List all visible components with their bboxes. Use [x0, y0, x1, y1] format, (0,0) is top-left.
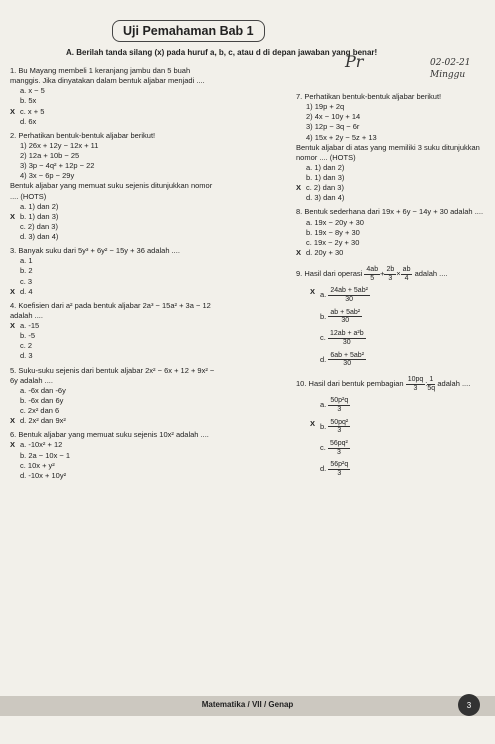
- answer-option: [310, 330, 486, 346]
- answer-option: a. 1) dan 2): [20, 201, 59, 211]
- question: [10, 246, 215, 297]
- answer-option: b. 1) dan 3): [306, 173, 345, 182]
- option-letter: c.: [320, 443, 326, 453]
- question-text: Bentuk aljabar yang memuat suku sejenis ditunjukkan nomor .... (HOTS): [10, 181, 213, 201]
- fraction: [427, 376, 435, 392]
- question-text: Bentuk sederhana dari 19x + 6y − 14y + 30 adalah ....: [304, 207, 484, 217]
- option-fraction-den: 3: [337, 405, 342, 413]
- question: [296, 266, 486, 368]
- answer-option: [310, 352, 486, 368]
- question-number: 4.: [10, 300, 17, 310]
- operator: +: [380, 269, 385, 279]
- operator: :: [425, 379, 428, 389]
- option-fraction-den: 30: [345, 296, 354, 304]
- question-text: Perhatikan bentuk-bentuk aljabar berikut!: [18, 130, 156, 140]
- answer-option: [310, 440, 486, 456]
- question-item: 1) 26x + 12y − 12x + 11: [20, 140, 99, 150]
- answer-option: X a. -10x² + 12: [10, 440, 215, 450]
- answer-option: c. 19x − 2y + 30: [306, 237, 360, 247]
- fraction-den: 5: [370, 274, 375, 282]
- option-letter: b.: [320, 311, 327, 321]
- question-item: 4) 15x + 2y − 5z + 13: [306, 132, 377, 142]
- footer-title: Matematika / VII / Genap: [201, 700, 294, 709]
- fraction-num: 4ab: [366, 266, 379, 273]
- question-number: 7.: [296, 92, 303, 101]
- option-fraction-den: 3: [337, 427, 342, 435]
- question-text: Hasil dari bentuk pembagian: [308, 379, 404, 389]
- option-fraction: [328, 440, 350, 456]
- right-column: [296, 92, 486, 483]
- fraction: [406, 376, 426, 392]
- question-text: Koefisien dari a² pada bentuk aljabar 2a³ − 15a² + 3a − 12 adalah ....: [10, 300, 211, 320]
- answer-option: [310, 287, 486, 303]
- question-text: adalah ....: [437, 379, 471, 389]
- answer-option: a. 1) dan 2): [306, 162, 345, 172]
- question-item: 1) 19p + 2q: [306, 102, 345, 112]
- question-number: 1.: [10, 66, 17, 75]
- option-fraction-den: 3: [337, 470, 342, 478]
- option-letter: d.: [320, 354, 327, 364]
- answer-option: a. -6x dan -6y: [20, 385, 66, 395]
- option-fraction-num: 50p²q: [330, 397, 349, 405]
- option-fraction-den: 30: [341, 317, 350, 325]
- fraction-num: 1: [429, 375, 434, 383]
- answer-option: [310, 309, 486, 325]
- answer-option: a. 19x − 20y + 30: [306, 217, 364, 227]
- fraction-den: 5q: [427, 384, 436, 392]
- operator: ×: [396, 269, 401, 279]
- answer-option: c. 2x² dan 6: [20, 406, 60, 415]
- answer-option: [310, 461, 486, 477]
- fraction-den: 3: [388, 274, 393, 282]
- left-column: [10, 66, 215, 485]
- instruction: A. Berilah tanda silang (x) pada huruf a, b, c, atau d di depan jawaban yang benar!: [66, 48, 378, 57]
- fraction-den: 3: [413, 384, 418, 392]
- option-fraction-num: 56pq²: [329, 440, 348, 447]
- option-fraction: [328, 287, 370, 303]
- answer-option: c. 10x + y²: [20, 460, 55, 470]
- question-text: Bu Mayang membeli 1 keranjang jambu dan 5 buah manggis. Jika dinyatakan dalam bentuk aljabar menjadi ....: [10, 66, 205, 86]
- question-text: Hasil dari operasi: [304, 269, 363, 279]
- option-fraction: [328, 309, 362, 325]
- answer-option: d. 3: [20, 351, 33, 361]
- answer-option: d. 3) dan 4): [20, 232, 59, 241]
- option-fraction-num: ab + 5ab²: [330, 308, 361, 316]
- answer-option: X b. 1) dan 3): [10, 212, 215, 222]
- question: [10, 301, 215, 362]
- option-letter: a.: [320, 290, 327, 300]
- question: [296, 376, 486, 478]
- answer-option: [310, 397, 486, 413]
- question: [10, 66, 215, 127]
- question-text: Bentuk aljabar di atas yang memiliki 3 suku ditunjukkan nomor .... (HOTS): [296, 142, 480, 162]
- question-text: Perhatikan bentuk-bentuk aljabar berikut!: [304, 92, 442, 101]
- option-letter: b.: [320, 421, 327, 431]
- answer-option: X d. 2x² dan 9x²: [10, 416, 215, 426]
- question-number: 10.: [296, 379, 307, 389]
- answer-option: X a. -15: [10, 321, 215, 331]
- answer-option: X c. 2) dan 3): [296, 183, 486, 193]
- answer-option: a. x − 5: [20, 86, 45, 96]
- fraction: [384, 266, 396, 282]
- option-fraction: [328, 461, 350, 477]
- answer-option: a. 1: [20, 256, 33, 266]
- option-fraction-num: 50pq²: [330, 418, 349, 426]
- option-fraction-den: 3: [336, 448, 341, 456]
- fraction-num: 2b: [386, 266, 395, 273]
- answer-option: d. 6x: [20, 116, 37, 126]
- option-fraction-num: 24ab + 5ab²: [330, 287, 368, 295]
- option-fraction: [328, 419, 350, 435]
- question-number: 8.: [296, 207, 303, 217]
- option-letter: a.: [320, 400, 327, 410]
- answer-option: X c. x + 5: [10, 107, 215, 117]
- answer-option: b. 19x − 8y + 30: [306, 227, 360, 237]
- answer-option: b. 2a − 10x − 1: [20, 450, 71, 460]
- option-fraction: [328, 397, 350, 413]
- question-number: 9.: [296, 269, 303, 279]
- answer-option: c. 2) dan 3): [20, 221, 58, 231]
- answer-option: b. -5: [20, 331, 36, 341]
- question-number: 2.: [10, 130, 17, 140]
- question: [10, 131, 215, 242]
- student-name: Pr: [345, 52, 364, 71]
- fraction: [401, 266, 413, 282]
- fraction-num: 10pq: [407, 375, 424, 383]
- question: [10, 366, 215, 427]
- fraction: [364, 266, 380, 282]
- fraction-den: 4: [404, 274, 409, 282]
- option-fraction-den: 30: [342, 338, 351, 346]
- question: [296, 92, 486, 203]
- option-letter: c.: [320, 333, 326, 343]
- answer-option: X d. 4: [10, 287, 215, 297]
- question-number: 6.: [10, 430, 17, 440]
- question: [296, 207, 486, 258]
- question-text: Suku-suku sejenis dari bentuk aljabar 2x² − 6x + 12 + 9x² − 6y adalah ....: [10, 365, 215, 385]
- page-number: 3: [458, 694, 480, 716]
- question-item: 4) 3x − 6p − 29y: [20, 171, 75, 181]
- option-letter: d.: [320, 464, 327, 474]
- option-fraction-den: 30: [343, 360, 352, 368]
- answer-option: [310, 419, 486, 435]
- answer-option: d. 3) dan 4): [306, 193, 345, 203]
- answer-option: b. 2: [20, 266, 33, 276]
- option-fraction-num: 6ab + 5ab²: [330, 351, 365, 359]
- answer-option: b. -6x dan 6y: [20, 395, 64, 405]
- question-item: 2) 4x − 10y + 14: [306, 112, 361, 122]
- question-item: 3) 3p − 4q² + 12p − 22: [20, 161, 95, 171]
- question-number: 5.: [10, 365, 17, 375]
- answer-option: c. 3: [20, 276, 33, 286]
- option-fraction: [328, 330, 366, 346]
- answer-option: c. 2: [20, 341, 33, 351]
- answer-option: b. 5x: [20, 96, 37, 106]
- question-text: adalah ....: [414, 269, 448, 279]
- date-note: 02-02-21: [430, 58, 471, 68]
- question-text: Banyak suku dari 5y³ + 6y² − 15y + 36 adalah ....: [18, 246, 180, 256]
- question: [10, 430, 215, 481]
- option-fraction-num: 56p²q: [330, 461, 349, 469]
- fraction-num: ab: [402, 266, 411, 273]
- answer-option: d. -10x + 10y²: [20, 470, 67, 480]
- page-title: Uji Pemahaman Bab 1: [112, 20, 265, 42]
- answer-option: X d. 20y + 30: [296, 248, 486, 258]
- option-fraction-num: 12ab + a²b: [329, 330, 364, 338]
- day-note: Minggu: [430, 70, 466, 80]
- question-text: Bentuk aljabar yang memuat suku sejenis 10x² adalah ....: [18, 430, 209, 440]
- question-number: 3.: [10, 246, 17, 256]
- question-item: 3) 12p − 3q − 6r: [306, 122, 360, 132]
- question-item: 2) 12a + 10b − 25: [20, 151, 80, 160]
- option-fraction: [328, 352, 366, 368]
